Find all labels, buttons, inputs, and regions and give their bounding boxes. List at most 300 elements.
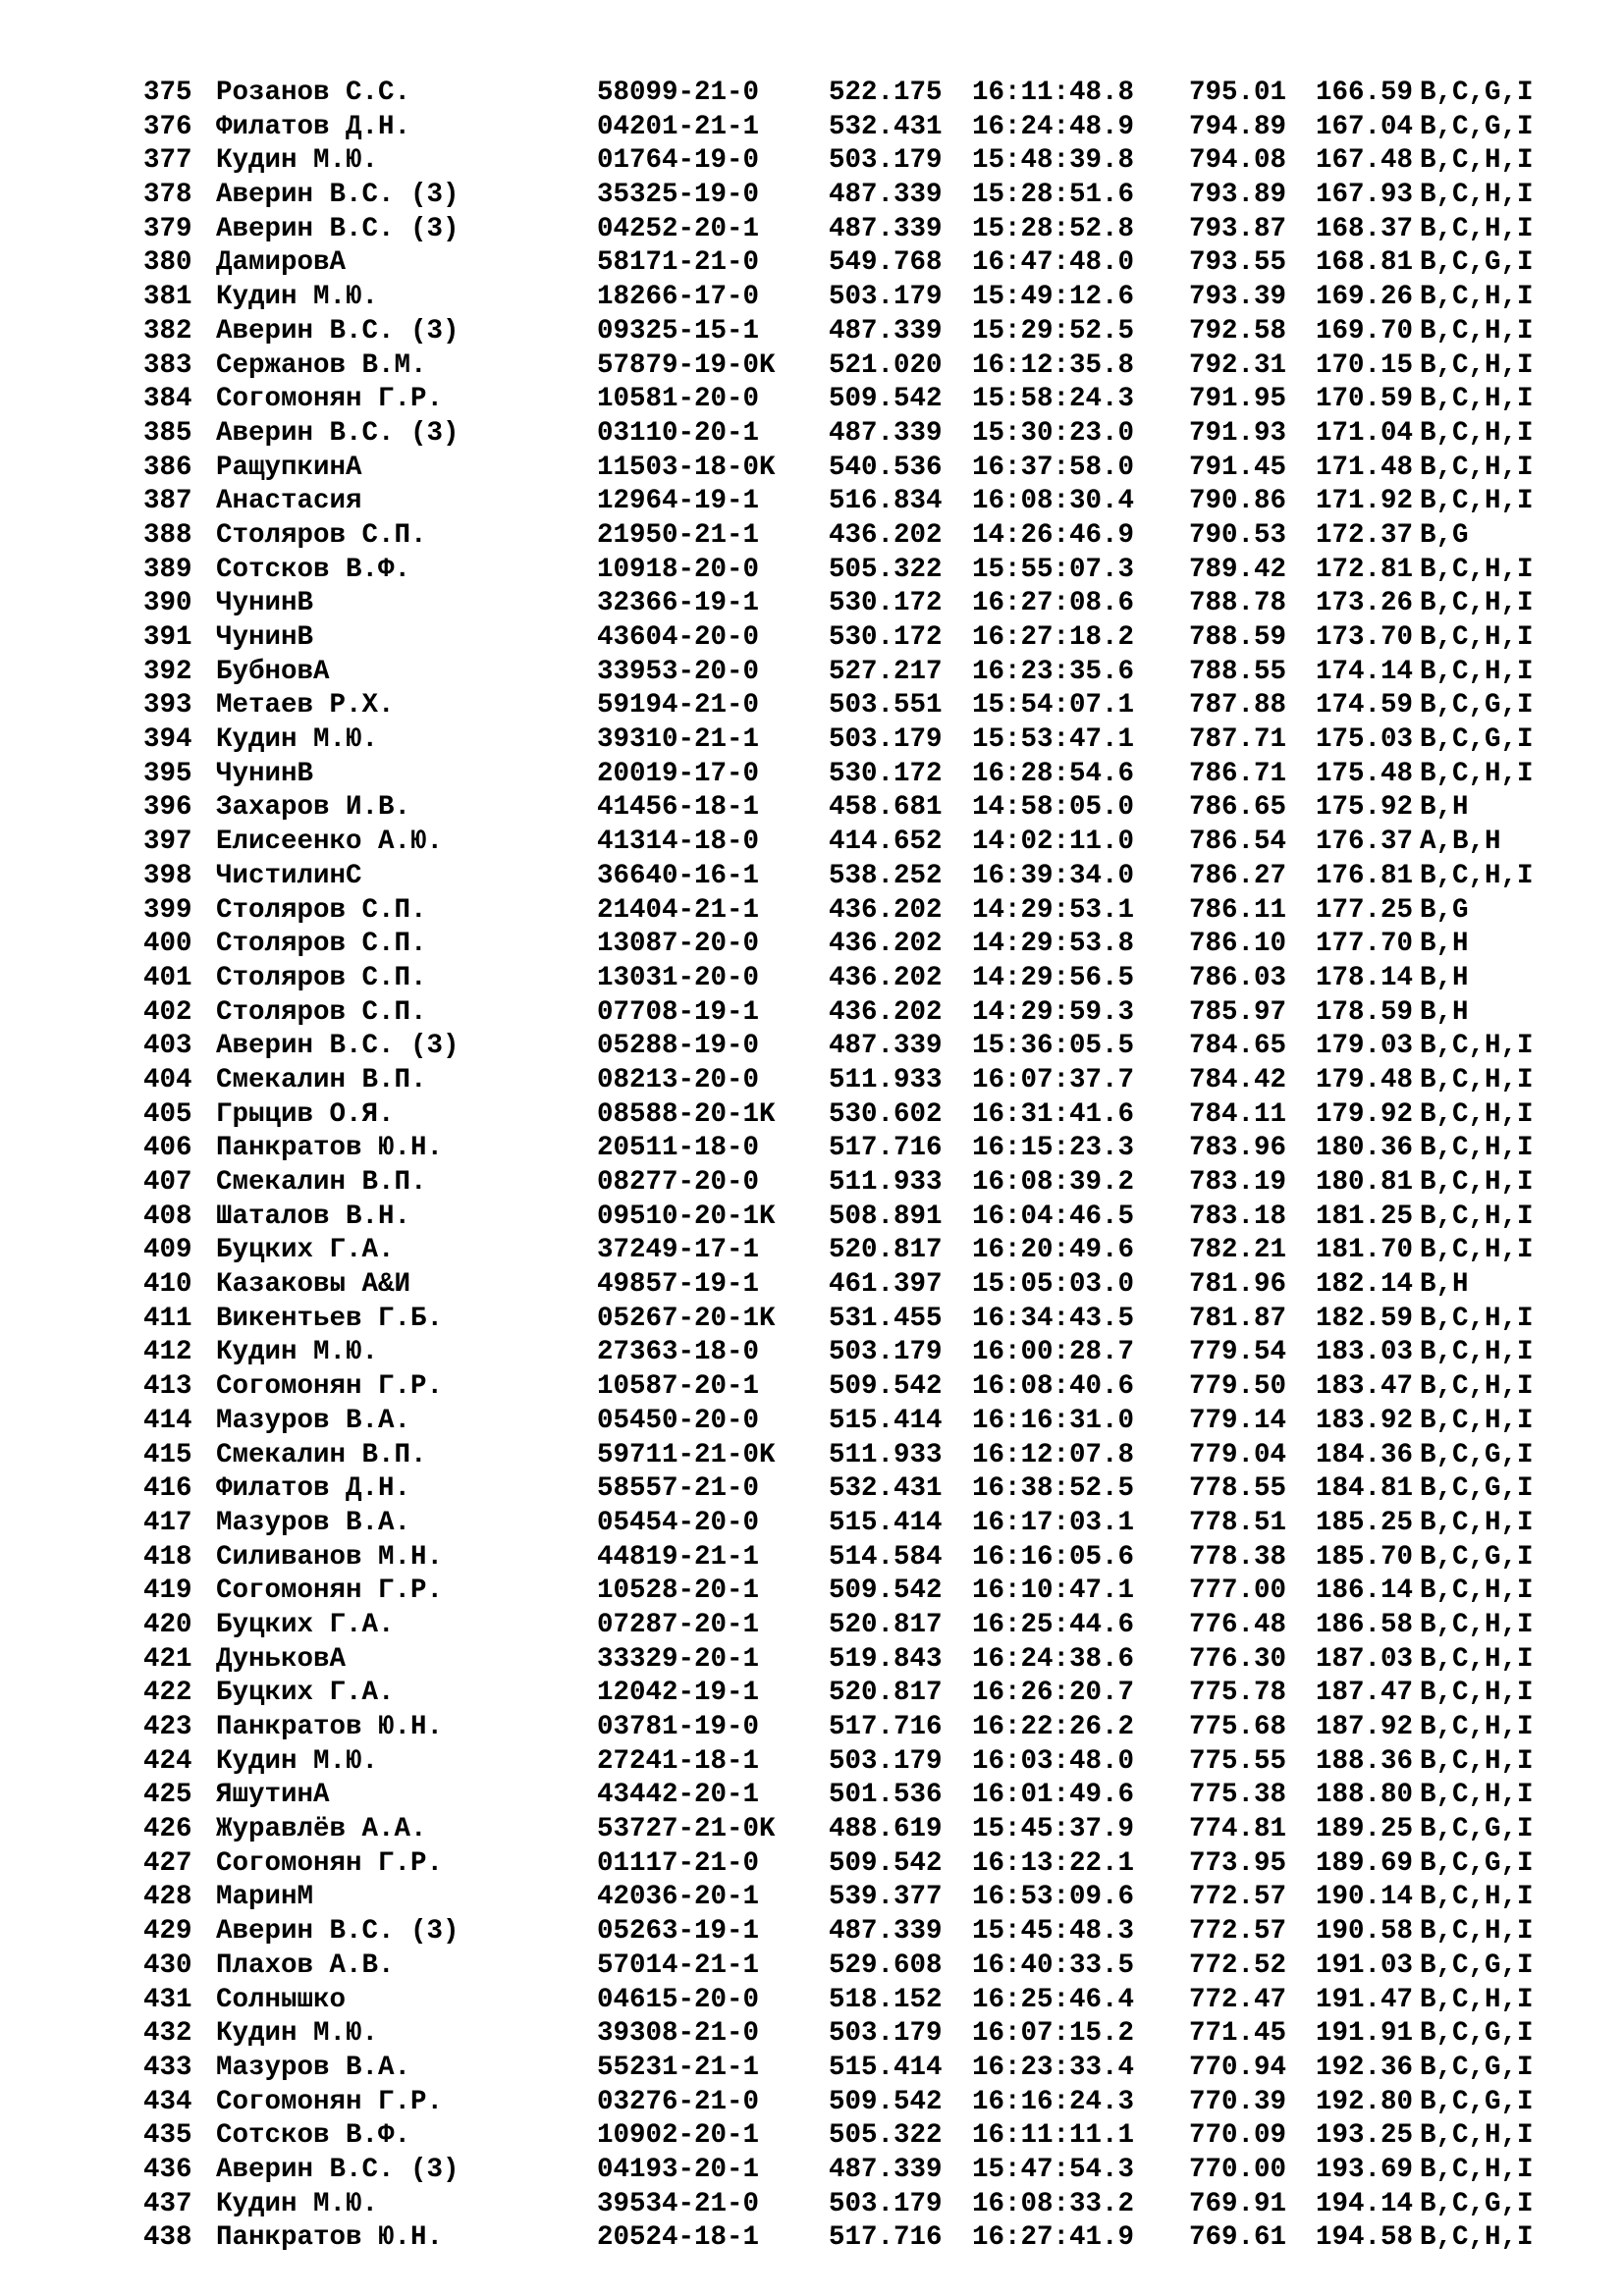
table-row — [143, 1166, 1534, 1201]
speed: 775.78 — [1189, 1678, 1287, 1709]
participant-name: ДамировА — [216, 247, 347, 279]
flags: B,C,G,I — [1420, 111, 1534, 142]
speed: 784.11 — [1189, 1098, 1287, 1130]
speed: 787.71 — [1189, 724, 1287, 756]
participant-name: Метаев Р.Х. — [216, 690, 395, 721]
participant-name: Анастасия — [216, 486, 362, 517]
arrival-time: 15:48:39.8 — [972, 145, 1135, 177]
participant-name: Смекалин В.П. — [216, 1167, 427, 1198]
table-row — [143, 1984, 1534, 2018]
speed: 781.87 — [1189, 1303, 1287, 1334]
distance: 515.414 — [829, 1405, 943, 1436]
speed: 786.65 — [1189, 792, 1287, 824]
distance: 515.414 — [829, 1507, 943, 1538]
speed: 779.14 — [1189, 1405, 1287, 1436]
speed: 770.94 — [1189, 2052, 1287, 2083]
participant-name: Сотсков В.Ф. — [216, 2120, 411, 2152]
points: 167.48 — [1316, 145, 1414, 177]
speed: 786.11 — [1189, 894, 1287, 926]
speed: 786.27 — [1189, 860, 1287, 891]
place-number: 430 — [143, 1949, 192, 1981]
place-number: 392 — [143, 656, 192, 687]
ring-id: 36640-16-1 — [597, 860, 760, 891]
speed: 770.00 — [1189, 2154, 1287, 2185]
speed: 771.45 — [1189, 2018, 1287, 2050]
table-row — [143, 928, 1530, 962]
speed: 788.78 — [1189, 588, 1287, 619]
place-number: 387 — [143, 486, 192, 517]
participant-name: Буцких Г.А. — [216, 1609, 395, 1640]
flags: B,G — [1420, 519, 1469, 551]
flags: B,C,H,I — [1420, 1167, 1534, 1198]
distance: 503.179 — [829, 145, 943, 177]
points: 178.59 — [1316, 996, 1414, 1028]
distance: 538.252 — [829, 860, 943, 891]
distance: 436.202 — [829, 996, 943, 1028]
speed: 772.52 — [1189, 1949, 1287, 1981]
speed: 786.10 — [1189, 929, 1287, 960]
points: 180.36 — [1316, 1133, 1414, 1164]
table-row — [143, 519, 1530, 554]
distance: 414.652 — [829, 827, 943, 858]
table-row — [143, 1643, 1534, 1678]
participant-name: ЯшутинА — [216, 1780, 330, 1811]
ring-id: 37249-17-1 — [597, 1235, 760, 1266]
table-row — [143, 485, 1534, 519]
flags: B,C,H,I — [1420, 1371, 1534, 1403]
arrival-time: 15:05:03.0 — [972, 1269, 1135, 1301]
points: 187.47 — [1316, 1678, 1414, 1709]
flags: B,C,H,I — [1420, 282, 1534, 313]
ring-id: 58557-21-0 — [597, 1473, 760, 1505]
place-number: 405 — [143, 1098, 192, 1130]
distance: 487.339 — [829, 417, 943, 449]
flags: B,C,H,I — [1420, 1575, 1534, 1607]
place-number: 429 — [143, 1916, 192, 1948]
place-number: 384 — [143, 384, 192, 415]
table-row — [143, 1336, 1534, 1370]
points: 183.47 — [1316, 1371, 1414, 1403]
speed: 772.47 — [1189, 1984, 1287, 2015]
arrival-time: 16:27:41.9 — [972, 2222, 1135, 2254]
speed: 786.54 — [1189, 827, 1287, 858]
participant-name: Кудин М.Ю. — [216, 145, 379, 177]
speed: 786.71 — [1189, 758, 1287, 789]
table-row — [143, 996, 1530, 1031]
ring-id: 05288-19-0 — [597, 1031, 760, 1062]
participant-name: Согомонян Г.Р. — [216, 1847, 444, 1879]
arrival-time: 15:28:51.6 — [972, 180, 1135, 211]
distance: 519.843 — [829, 1643, 943, 1675]
points: 172.81 — [1316, 554, 1414, 585]
place-number: 395 — [143, 758, 192, 789]
speed: 793.55 — [1189, 247, 1287, 279]
flags: B,H — [1420, 962, 1469, 993]
ring-id: 43604-20-0 — [597, 622, 760, 653]
speed: 788.55 — [1189, 656, 1287, 687]
flags: B,C,H,I — [1420, 554, 1534, 585]
arrival-time: 15:28:52.8 — [972, 213, 1135, 244]
table-row — [143, 452, 1534, 486]
distance: 487.339 — [829, 2154, 943, 2185]
speed: 793.87 — [1189, 213, 1287, 244]
place-number: 408 — [143, 1201, 192, 1232]
flags: B,C,H,I — [1420, 860, 1534, 891]
speed: 783.19 — [1189, 1167, 1287, 1198]
table-row — [143, 1711, 1534, 1745]
distance: 487.339 — [829, 1916, 943, 1948]
participant-name: Согомонян Г.Р. — [216, 384, 444, 415]
table-row — [143, 1439, 1534, 1473]
participant-name: Столяров С.П. — [216, 996, 427, 1028]
distance: 487.339 — [829, 1031, 943, 1062]
table-row — [143, 1779, 1534, 1813]
table-row — [143, 179, 1534, 213]
flags: B,H — [1420, 996, 1469, 1028]
speed: 794.89 — [1189, 111, 1287, 142]
arrival-time: 16:08:40.6 — [972, 1371, 1135, 1403]
arrival-time: 15:47:54.3 — [972, 2154, 1135, 2185]
flags: B,C,G,I — [1420, 1439, 1534, 1470]
distance: 436.202 — [829, 962, 943, 993]
speed: 773.95 — [1189, 1847, 1287, 1879]
flags: B,C,G,I — [1420, 1814, 1534, 1845]
flags: B,C,H,I — [1420, 1882, 1534, 1913]
ring-id: 33953-20-0 — [597, 656, 760, 687]
ring-id: 04193-20-1 — [597, 2154, 760, 2185]
table-row — [143, 383, 1534, 417]
points: 176.81 — [1316, 860, 1414, 891]
participant-name: Шаталов В.Н. — [216, 1201, 411, 1232]
speed: 776.48 — [1189, 1609, 1287, 1640]
place-number: 394 — [143, 724, 192, 756]
ring-id: 39534-21-0 — [597, 2188, 760, 2219]
distance: 436.202 — [829, 929, 943, 960]
distance: 503.179 — [829, 1337, 943, 1368]
ring-id: 27241-18-1 — [597, 1745, 760, 1777]
distance: 461.397 — [829, 1269, 943, 1301]
distance: 530.172 — [829, 622, 943, 653]
table-row — [143, 1303, 1534, 1337]
flags: B,C,H,I — [1420, 417, 1534, 449]
flags: B,C,H,I — [1420, 1405, 1534, 1436]
speed: 779.50 — [1189, 1371, 1287, 1403]
place-number: 389 — [143, 554, 192, 585]
ring-id: 01117-21-0 — [597, 1847, 760, 1879]
speed: 772.57 — [1189, 1916, 1287, 1948]
place-number: 402 — [143, 996, 192, 1028]
arrival-time: 14:26:46.9 — [972, 519, 1135, 551]
speed: 788.59 — [1189, 622, 1287, 653]
table-row — [143, 1915, 1534, 1949]
distance: 511.933 — [829, 1167, 943, 1198]
arrival-time: 16:22:26.2 — [972, 1712, 1135, 1742]
ring-id: 10902-20-1 — [597, 2120, 760, 2152]
participant-name: Кудин М.Ю. — [216, 2188, 379, 2219]
speed: 791.45 — [1189, 452, 1287, 483]
ring-id: 08588-20-1K — [597, 1098, 776, 1130]
arrival-time: 15:54:07.1 — [972, 690, 1135, 721]
flags: B,C,H,I — [1420, 384, 1534, 415]
arrival-time: 16:25:44.6 — [972, 1609, 1135, 1640]
table-row — [143, 1268, 1530, 1303]
flags: B,C,H,I — [1420, 1031, 1534, 1062]
points: 184.36 — [1316, 1439, 1414, 1470]
participant-name: Силиванов М.Н. — [216, 1541, 444, 1573]
place-number: 434 — [143, 2086, 192, 2117]
ring-id: 20524-18-1 — [597, 2222, 760, 2254]
place-number: 390 — [143, 588, 192, 619]
distance: 488.619 — [829, 1814, 943, 1845]
speed: 775.38 — [1189, 1780, 1287, 1811]
points: 174.59 — [1316, 690, 1414, 721]
ring-id: 11503-18-0K — [597, 452, 776, 483]
ring-id: 53727-21-0K — [597, 1814, 776, 1845]
arrival-time: 16:23:33.4 — [972, 2052, 1135, 2083]
points: 178.14 — [1316, 962, 1414, 993]
participant-name: Кудин М.Ю. — [216, 1337, 379, 1368]
arrival-time: 16:23:35.6 — [972, 656, 1135, 687]
flags: B,C,G,I — [1420, 1949, 1534, 1981]
participant-name: Солнышко — [216, 1984, 347, 2015]
flags: B,C,G,I — [1420, 690, 1534, 721]
ring-id: 21404-21-1 — [597, 894, 760, 926]
arrival-time: 16:53:09.6 — [972, 1882, 1135, 1913]
place-number: 410 — [143, 1269, 192, 1301]
place-number: 409 — [143, 1235, 192, 1266]
table-row — [143, 1234, 1534, 1268]
distance: 522.175 — [829, 78, 943, 108]
place-number: 376 — [143, 111, 192, 142]
ring-id: 13031-20-0 — [597, 962, 760, 993]
points: 177.25 — [1316, 894, 1414, 926]
arrival-time: 16:39:34.0 — [972, 860, 1135, 891]
participant-name: Столяров С.П. — [216, 519, 427, 551]
ring-id: 08277-20-0 — [597, 1167, 760, 1198]
ring-id: 07708-19-1 — [597, 996, 760, 1028]
flags: B,C,H,I — [1420, 758, 1534, 789]
arrival-time: 16:11:48.8 — [972, 78, 1135, 108]
distance: 511.933 — [829, 1064, 943, 1095]
points: 190.14 — [1316, 1882, 1414, 1913]
flags: B,C,H,I — [1420, 1916, 1534, 1948]
arrival-time: 14:02:11.0 — [972, 827, 1135, 858]
place-number: 428 — [143, 1882, 192, 1913]
flags: B,C,H,I — [1420, 1643, 1534, 1675]
flags: B,C,H,I — [1420, 1745, 1534, 1777]
place-number: 404 — [143, 1064, 192, 1095]
table-row — [143, 2052, 1534, 2086]
arrival-time: 16:10:47.1 — [972, 1575, 1135, 1607]
speed: 778.38 — [1189, 1541, 1287, 1573]
place-number: 438 — [143, 2222, 192, 2254]
participant-name: Аверин В.С. (3) — [216, 1031, 460, 1062]
points: 192.36 — [1316, 2052, 1414, 2083]
arrival-time: 14:29:53.1 — [972, 894, 1135, 926]
speed: 791.93 — [1189, 417, 1287, 449]
distance: 517.716 — [829, 1133, 943, 1164]
participant-name: ЧунинВ — [216, 588, 314, 619]
distance: 532.431 — [829, 1473, 943, 1505]
place-number: 380 — [143, 247, 192, 279]
ring-id: 43442-20-1 — [597, 1780, 760, 1811]
distance: 503.179 — [829, 724, 943, 756]
table-row — [143, 1949, 1534, 1984]
ring-id: 33329-20-1 — [597, 1643, 760, 1675]
distance: 531.455 — [829, 1303, 943, 1334]
table-row — [143, 1507, 1534, 1541]
place-number: 406 — [143, 1133, 192, 1164]
ring-id: 05263-19-1 — [597, 1916, 760, 1948]
place-number: 418 — [143, 1541, 192, 1573]
distance: 503.179 — [829, 1745, 943, 1777]
table-row — [143, 1541, 1534, 1575]
speed: 782.21 — [1189, 1235, 1287, 1266]
place-number: 437 — [143, 2188, 192, 2219]
ring-id: 10587-20-1 — [597, 1371, 760, 1403]
arrival-time: 16:24:48.9 — [972, 111, 1135, 142]
table-row — [143, 2119, 1534, 2154]
place-number: 383 — [143, 349, 192, 381]
place-number: 419 — [143, 1575, 192, 1607]
points: 170.15 — [1316, 349, 1414, 381]
speed: 784.42 — [1189, 1064, 1287, 1095]
distance: 515.414 — [829, 2052, 943, 2083]
speed: 769.61 — [1189, 2222, 1287, 2254]
participant-name: ЧунинВ — [216, 622, 314, 653]
speed: 793.89 — [1189, 180, 1287, 211]
place-number: 399 — [143, 894, 192, 926]
arrival-time: 16:28:54.6 — [972, 758, 1135, 789]
place-number: 375 — [143, 78, 192, 108]
arrival-time: 16:08:39.2 — [972, 1167, 1135, 1198]
distance: 511.933 — [829, 1439, 943, 1470]
flags: B,C,H,I — [1420, 315, 1534, 347]
ring-id: 03110-20-1 — [597, 417, 760, 449]
flags: B,C,H,I — [1420, 452, 1534, 483]
participant-name: Аверин В.С. (3) — [216, 2154, 460, 2185]
points: 179.03 — [1316, 1031, 1414, 1062]
ring-id: 10528-20-1 — [597, 1575, 760, 1607]
speed: 795.01 — [1189, 78, 1287, 108]
participant-name: Аверин В.С. (3) — [216, 213, 460, 244]
participant-name: Мазуров В.А. — [216, 1405, 411, 1436]
table-row — [143, 1677, 1534, 1711]
speed: 785.97 — [1189, 996, 1287, 1028]
arrival-time: 16:24:38.6 — [972, 1643, 1135, 1675]
distance: 516.834 — [829, 486, 943, 517]
place-number: 432 — [143, 2018, 192, 2050]
flags: B,C,H,I — [1420, 1984, 1534, 2015]
participant-name: Филатов Д.Н. — [216, 111, 411, 142]
points: 193.25 — [1316, 2120, 1414, 2152]
ring-id: 57879-19-0K — [597, 349, 776, 381]
table-row — [143, 417, 1534, 452]
flags: B,C,H,I — [1420, 1098, 1534, 1130]
arrival-time: 16:20:49.6 — [972, 1235, 1135, 1266]
points: 189.69 — [1316, 1847, 1414, 1879]
arrival-time: 16:16:31.0 — [972, 1405, 1135, 1436]
ring-id: 39308-21-0 — [597, 2018, 760, 2050]
arrival-time: 16:11:11.1 — [972, 2120, 1135, 2152]
distance: 520.817 — [829, 1235, 943, 1266]
table-row — [143, 621, 1534, 656]
arrival-time: 14:29:56.5 — [972, 962, 1135, 993]
points: 168.81 — [1316, 247, 1414, 279]
ring-id: 41314-18-0 — [597, 827, 760, 858]
points: 171.92 — [1316, 486, 1414, 517]
participant-name: Аверин В.С. (3) — [216, 315, 460, 347]
flags: B,H — [1420, 1269, 1469, 1301]
points: 190.58 — [1316, 1916, 1414, 1948]
points: 188.80 — [1316, 1780, 1414, 1811]
participant-name: Кудин М.Ю. — [216, 282, 379, 313]
flags: B,C,H,I — [1420, 1337, 1534, 1368]
arrival-time: 15:53:47.1 — [972, 724, 1135, 756]
speed: 781.96 — [1189, 1269, 1287, 1301]
arrival-time: 16:08:33.2 — [972, 2188, 1135, 2219]
points: 173.26 — [1316, 588, 1414, 619]
points: 186.58 — [1316, 1609, 1414, 1640]
ring-id: 20019-17-0 — [597, 758, 760, 789]
table-row — [143, 1030, 1534, 1064]
speed: 779.54 — [1189, 1337, 1287, 1368]
participant-name: Плахов А.В. — [216, 1949, 395, 1981]
flags: B,C,H,I — [1420, 1678, 1534, 1709]
place-number: 424 — [143, 1745, 192, 1777]
table-row — [143, 791, 1530, 826]
speed: 792.58 — [1189, 315, 1287, 347]
arrival-time: 16:37:58.0 — [972, 452, 1135, 483]
distance: 436.202 — [829, 519, 943, 551]
arrival-time: 16:27:18.2 — [972, 622, 1135, 653]
participant-name: Журавлёв А.А. — [216, 1814, 427, 1845]
place-number: 379 — [143, 213, 192, 244]
ring-id: 01764-19-0 — [597, 145, 760, 177]
ring-id: 05267-20-1K — [597, 1303, 776, 1334]
speed: 770.09 — [1189, 2120, 1287, 2152]
points: 187.92 — [1316, 1712, 1414, 1742]
ring-id: 58099-21-0 — [597, 78, 760, 108]
flags: B,C,H,I — [1420, 1064, 1534, 1095]
place-number: 412 — [143, 1337, 192, 1368]
speed: 787.88 — [1189, 690, 1287, 721]
points: 166.59 — [1316, 78, 1414, 108]
participant-name: Панкратов Ю.Н. — [216, 1712, 444, 1742]
arrival-time: 16:47:48.0 — [972, 247, 1135, 279]
flags: B,G — [1420, 894, 1469, 926]
flags: B,C,H,I — [1420, 622, 1534, 653]
speed: 776.30 — [1189, 1643, 1287, 1675]
place-number: 391 — [143, 622, 192, 653]
points: 169.70 — [1316, 315, 1414, 347]
participant-name: ДуньковА — [216, 1643, 347, 1675]
speed: 775.55 — [1189, 1745, 1287, 1777]
speed: 778.51 — [1189, 1507, 1287, 1538]
points: 187.03 — [1316, 1643, 1414, 1675]
participant-name: РащупкинА — [216, 452, 362, 483]
points: 172.37 — [1316, 519, 1414, 551]
flags: B,C,G,I — [1420, 1541, 1534, 1573]
arrival-time: 14:29:59.3 — [972, 996, 1135, 1028]
table-row — [143, 2154, 1534, 2188]
flags: B,C,H,I — [1420, 145, 1534, 177]
points: 193.69 — [1316, 2154, 1414, 2185]
participant-name: Аверин В.С. (3) — [216, 1916, 460, 1948]
speed: 775.68 — [1189, 1712, 1287, 1742]
flags: B,C,H,I — [1420, 1609, 1534, 1640]
flags: B,C,H,I — [1420, 1235, 1534, 1266]
